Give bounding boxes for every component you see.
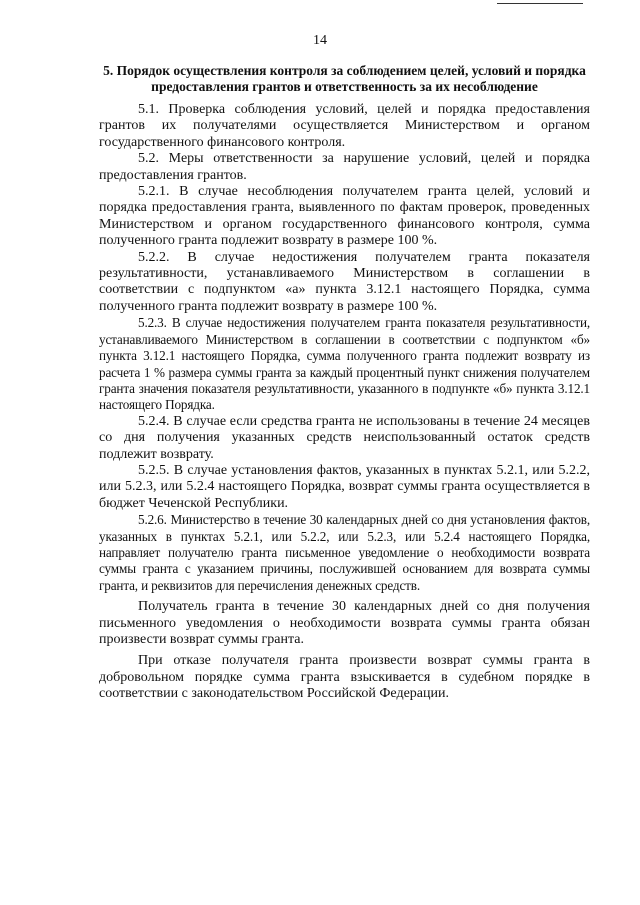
paragraph-5-1: 5.1. Проверка соблюдения условий, целей и порядка предоставления грантов их получателями осуществляется Министерством и органом государственного финансового контроля. bbox=[99, 102, 590, 150]
page-number: 14 bbox=[313, 33, 327, 48]
paragraph-5-2-4: 5.2.4. В случае если средства гранта не использованы в течение 24 месяцев со дня получения указанных средств неиспользованный остаток средств подлежит возврату. bbox=[99, 413, 590, 462]
paragraph-refusal-recovery: При отказе получателя гранта произвести возврат суммы гранта в добровольном порядке сумма гранта взыскивается в судебном порядке в соответствии с законодательством Российской Федерации. bbox=[99, 653, 590, 702]
top-rule-line bbox=[497, 3, 583, 4]
paragraph-recipient-obligation: Получатель гранта в течение 30 календарных дней со дня получения письменного уведомления о необходимости возврата суммы гранта обязан произвести возврат суммы гранта. bbox=[99, 599, 590, 647]
paragraph-5-2-3: 5.2.3. В случае недостижения получателем гранта показателя результативности, устанавливаемого Министерством в соглашении в соответствии с подпунктом «б» пункта 3.12.1 настоящего Порядка, сумма полученного гранта подлежит возврату из расчета 1 % размера суммы гранта за каждый процентный пункт снижения получателем гранта значения показателя результативности, указанного в подпункте «б» пункта 3.12.1 настоящего Порядка. bbox=[99, 315, 590, 413]
section-heading: 5. Порядок осуществления контроля за соблюдением целей, условий и порядка предоставления грантов и ответственность за их несоблюдение bbox=[103, 63, 586, 94]
paragraph-5-2-6: 5.2.6. Министерство в течение 30 календарных дней со дня установления фактов, указанных в пунктах 5.2.1, или 5.2.2, или 5.2.3, или 5.2.4 настоящего Порядка, направляет получателю гранта письменное уведомление о необходимости возврата суммы гранта с указанием причины, послужившей основанием для возврата суммы гранта, и реквизитов для перечисления денежных средств. bbox=[99, 512, 590, 593]
paragraph-5-2-5: 5.2.5. В случае установления фактов, указанных в пунктах 5.2.1, или 5.2.2, или 5.2.3, или 5.2.4 настоящего Порядка, возврат суммы гранта осуществляется в бюджет Чеченской Республики. bbox=[99, 462, 590, 511]
paragraph-5-2: 5.2. Меры ответственности за нарушение условий, целей и порядка предоставления грантов. bbox=[99, 151, 590, 183]
section-content bbox=[99, 63, 590, 703]
paragraph-5-2-1: 5.2.1. В случае несоблюдения получателем гранта целей, условий и порядка предоставления гранта, выявленного по фактам проверок, проведенных Министерством и органом государственного финансового контроля, сумма полученного гранта подлежит возврату в размере 100 %. bbox=[99, 184, 590, 249]
paragraph-5-2-2: 5.2.2. В случае недостижения получателем гранта показателя результативности, устанавливаемого Министерством в соглашении в соответствии с подпунктом «а» пункта 3.12.1 настоящего Порядка, сумма полученного гранта подлежит возврату в размере 100 %. bbox=[99, 249, 590, 314]
